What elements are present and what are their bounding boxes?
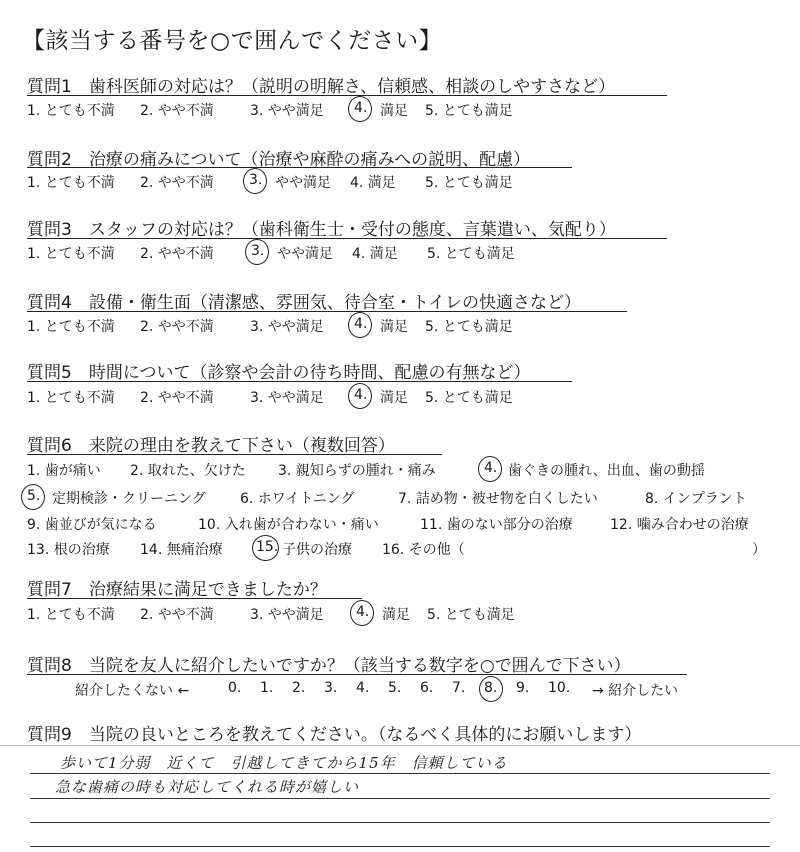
q1-option-4-label[interactable]: 満足 bbox=[380, 103, 408, 119]
q2-option-2[interactable]: 2. やや不満 bbox=[140, 175, 214, 191]
question-7-underline bbox=[27, 598, 362, 599]
q8-scale-7[interactable]: 7. bbox=[452, 680, 466, 696]
q4-option-3[interactable]: 3. やや満足 bbox=[250, 319, 324, 335]
q6-option-3[interactable]: 3. 親知らずの腫れ・痛み bbox=[278, 463, 436, 479]
q5-option-2[interactable]: 2. やや不満 bbox=[140, 390, 214, 406]
q6-option-14[interactable]: 14. 無痛治療 bbox=[140, 542, 223, 558]
q6-option-4-number[interactable]: 4. bbox=[484, 460, 498, 476]
q7-option-4-number[interactable]: 4. bbox=[356, 604, 370, 620]
q5-option-4-label[interactable]: 満足 bbox=[380, 390, 408, 406]
q4-option-2[interactable]: 2. やや不満 bbox=[140, 319, 214, 335]
q3-option-4[interactable]: 4. 満足 bbox=[352, 246, 398, 262]
q6-option-12[interactable]: 12. 噛み合わせの治療 bbox=[610, 517, 749, 533]
q6-option-8[interactable]: 8. インプラント bbox=[645, 491, 747, 507]
question-4-underline bbox=[27, 311, 627, 312]
q3-option-1[interactable]: 1. とても不満 bbox=[27, 246, 115, 262]
q8-scale-3[interactable]: 3. bbox=[324, 680, 338, 696]
q8-scale-left-label: 紹介したくない ← bbox=[75, 683, 190, 699]
instruction-header: 【該当する番号を○で囲んでください】 bbox=[22, 28, 443, 54]
answer-line-4 bbox=[30, 846, 770, 847]
q6-option-16-close: ） bbox=[752, 542, 766, 558]
q7-option-2[interactable]: 2. やや不満 bbox=[140, 607, 214, 623]
handwritten-answer-line-1: 歩いて1分弱 近くて 引越してきてから15年 信頼している bbox=[60, 754, 508, 772]
q6-option-9[interactable]: 9. 歯並びが気になる bbox=[27, 517, 157, 533]
question-8-underline bbox=[27, 674, 687, 675]
q2-option-1[interactable]: 1. とても不満 bbox=[27, 175, 115, 191]
question-3-underline bbox=[27, 238, 667, 239]
q3-option-3-number[interactable]: 3. bbox=[251, 243, 265, 259]
q8-scale-2[interactable]: 2. bbox=[292, 680, 306, 696]
question-2-underline bbox=[27, 167, 572, 168]
q4-option-5[interactable]: 5. とても満足 bbox=[425, 319, 513, 335]
question-6-title: 質問6 来院の理由を教えて下さい（複数回答） bbox=[27, 436, 395, 456]
section-separator bbox=[0, 745, 800, 746]
q6-option-5-number[interactable]: 5. bbox=[27, 488, 41, 504]
q7-option-4-label[interactable]: 満足 bbox=[382, 607, 410, 623]
question-2-title: 質問2 治療の痛みについて（治療や麻酔の痛みへの説明、配慮） bbox=[27, 150, 531, 170]
q1-option-4-number[interactable]: 4. bbox=[354, 100, 368, 116]
q6-option-1[interactable]: 1. 歯が痛い bbox=[27, 463, 101, 479]
answer-line-1 bbox=[30, 773, 770, 774]
q6-option-15-number[interactable]: 15. bbox=[256, 539, 279, 555]
q8-scale-10[interactable]: 10. bbox=[548, 680, 571, 696]
q6-option-2[interactable]: 2. 取れた、欠けた bbox=[130, 463, 246, 479]
q1-option-5[interactable]: 5. とても満足 bbox=[425, 103, 513, 119]
q7-option-1[interactable]: 1. とても不満 bbox=[27, 607, 115, 623]
q7-option-3[interactable]: 3. やや満足 bbox=[250, 607, 324, 623]
q8-scale-0[interactable]: 0. bbox=[228, 680, 242, 696]
q8-scale-6[interactable]: 6. bbox=[420, 680, 434, 696]
q6-option-6[interactable]: 6. ホワイトニング bbox=[240, 491, 355, 507]
question-5-underline bbox=[27, 381, 572, 382]
q2-option-5[interactable]: 5. とても満足 bbox=[425, 175, 513, 191]
q4-option-4-label[interactable]: 満足 bbox=[380, 319, 408, 335]
q2-option-3-number[interactable]: 3. bbox=[249, 172, 263, 188]
q3-option-3-label[interactable]: やや満足 bbox=[277, 246, 333, 262]
q8-scale-right-label: → 紹介したい bbox=[592, 683, 679, 699]
q6-option-10[interactable]: 10. 入れ歯が合わない・痛い bbox=[198, 517, 379, 533]
question-1-title: 質問1 歯科医師の対応は？（説明の明解さ、信頼感、相談のしやすさなど） bbox=[27, 77, 616, 97]
q5-option-4-number[interactable]: 4. bbox=[354, 387, 368, 403]
q6-option-5-label[interactable]: 定期検診・クリーニング bbox=[52, 491, 206, 507]
q6-option-7[interactable]: 7. 詰め物・被せ物を白くしたい bbox=[398, 491, 598, 507]
question-4-title: 質問4 設備・衛生面（清潔感、雰囲気、待合室・トイレの快適さなど） bbox=[27, 293, 581, 313]
q6-option-16[interactable]: 16. その他（ bbox=[382, 542, 465, 558]
q2-option-3-label[interactable]: やや満足 bbox=[275, 175, 331, 191]
question-9-title: 質問9 当院の良いところを教えてください。（なるべく具体的にお願いします） bbox=[27, 725, 642, 745]
q8-scale-4[interactable]: 4. bbox=[356, 680, 370, 696]
q8-scale-1[interactable]: 1. bbox=[260, 680, 274, 696]
q6-option-11[interactable]: 11. 歯のない部分の治療 bbox=[420, 517, 573, 533]
q4-option-1[interactable]: 1. とても不満 bbox=[27, 319, 115, 335]
q1-option-2[interactable]: 2. やや不満 bbox=[140, 103, 214, 119]
question-7-title: 質問7 治療結果に満足できましたか？ bbox=[27, 580, 327, 600]
q2-option-4[interactable]: 4. 満足 bbox=[350, 175, 396, 191]
question-6-underline bbox=[27, 454, 442, 455]
question-3-title: 質問3 スタッフの対応は？（歯科衛生士・受付の態度、言葉遣い、気配り） bbox=[27, 220, 616, 240]
q8-scale-9[interactable]: 9. bbox=[516, 680, 530, 696]
question-1-underline bbox=[27, 95, 667, 96]
q5-option-1[interactable]: 1. とても不満 bbox=[27, 390, 115, 406]
q6-option-13[interactable]: 13. 根の治療 bbox=[27, 542, 110, 558]
handwritten-answer-line-2: 急な歯痛の時も対応してくれる時が嬉しい bbox=[55, 778, 360, 796]
q5-option-5[interactable]: 5. とても満足 bbox=[425, 390, 513, 406]
answer-line-2 bbox=[30, 798, 770, 799]
q6-option-4-label[interactable]: 歯ぐきの腫れ、出血、歯の動揺 bbox=[508, 463, 705, 479]
question-8-title: 質問8 当院を友人に紹介したいですか？（該当する数字を○で囲んで下さい） bbox=[27, 656, 631, 676]
answer-line-3 bbox=[30, 822, 770, 823]
q6-option-15-label[interactable]: 子供の治療 bbox=[282, 542, 352, 558]
q3-option-2[interactable]: 2. やや不満 bbox=[140, 246, 214, 262]
q8-scale-5[interactable]: 5. bbox=[388, 680, 402, 696]
question-5-title: 質問5 時間について（診察や会計の待ち時間、配慮の有無など） bbox=[27, 363, 531, 383]
q8-scale-8[interactable]: 8. bbox=[484, 680, 498, 696]
q4-option-4-number[interactable]: 4. bbox=[354, 316, 368, 332]
q5-option-3[interactable]: 3. やや満足 bbox=[250, 390, 324, 406]
q1-option-3[interactable]: 3. やや満足 bbox=[250, 103, 324, 119]
q7-option-5[interactable]: 5. とても満足 bbox=[427, 607, 515, 623]
q3-option-5[interactable]: 5. とても満足 bbox=[427, 246, 515, 262]
q1-option-1[interactable]: 1. とても不満 bbox=[27, 103, 115, 119]
